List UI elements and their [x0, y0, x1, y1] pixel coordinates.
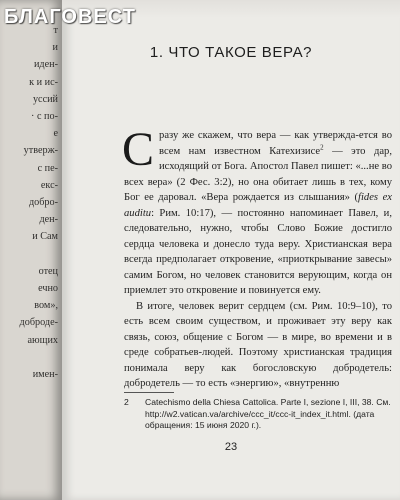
previous-page-line: вом», — [34, 300, 58, 312]
previous-page-line: ающих — [27, 334, 58, 346]
footnote — [124, 397, 396, 432]
previous-page-line: доброде- — [19, 317, 58, 329]
footnote-number: 2 — [124, 397, 129, 407]
previous-page-line: ден- — [39, 214, 58, 226]
previous-page-text — [0, 22, 62, 383]
footnote-reference: 2 — [320, 142, 324, 151]
previous-page-line — [0, 246, 62, 263]
previous-page-line: т — [53, 25, 58, 36]
previous-page-line: и Сам — [32, 231, 58, 243]
footnote-text: Catechismo della Chiesa Cattolica. Parte I, sezione I, III, 38. См. http://w2.vatican.va/archive/ccc_it/ccc-it_index_it.html. (дата обращения: 15 июня 2020 г.). — [145, 397, 391, 431]
paragraph-1 — [122, 123, 392, 299]
chapter-title: 1. ЧТО ТАКОЕ ВЕРА? — [149, 44, 313, 61]
previous-page-line — [0, 349, 62, 366]
paragraph-2: В итоге, человек верит сердцем (см. Рим. 10:9–10), то есть всем своим существом, и проживает эту веру как связь, союз, общение с Богом — в мире, во времени и в среде собратьев-людей. Поэтому христианская традиция понимала веру как богословскую добродетель: добродетель — то есть «энергию», «внутренню — [124, 300, 392, 389]
body-text — [122, 123, 392, 392]
previous-page-line: уссий — [32, 93, 58, 105]
book-page — [62, 0, 400, 500]
previous-page-line: отец — [38, 265, 58, 277]
previous-page-line: е — [53, 128, 58, 140]
previous-page-line: к и ис- — [29, 76, 58, 88]
previous-page-line: с пе- — [37, 162, 58, 174]
previous-page-line: иден- — [33, 59, 58, 71]
latin-phrase: fides ex auditu — [124, 192, 392, 219]
paragraph-1-text-b: — это дар, исходящий от Бога. Апостол Павел пишет: «...не во всех вера» (2 Фес. 3:2), но она обитает лишь в тех, кому Бог ее даровал. «Вера рождается из слышания» ( — [124, 145, 392, 203]
previous-page-line: ечно — [38, 283, 58, 295]
page-number: 23 — [224, 441, 238, 453]
paragraph-1-text-a: разу же скажем, что вера — как утвержда-ется во всем нам известном Катехизисе — [159, 130, 392, 157]
previous-page-line: и — [52, 42, 58, 54]
previous-page-line: · с по- — [31, 111, 58, 123]
watermark-logo: БЛАГОВЕСТ — [4, 6, 136, 28]
previous-page-line: имен- — [32, 369, 58, 381]
paragraph-1-text-c: : Рим. 10:17), — постоянно напоминает Павел, и, следовательно, нужно, чтобы Слово Божие достигло сердца человека и донесло туда веру. Христианская вера всегда предполагает откровение, «приоткрывание завесы» самим Богом, но человек становится верующим, когда он приемлет это откровение и повинуется ему. — [124, 207, 392, 296]
footnote-divider — [124, 392, 174, 393]
previous-page-line: екс- — [40, 179, 58, 191]
previous-page-edge — [0, 0, 62, 500]
previous-page-line: добро- — [28, 197, 58, 209]
previous-page-line: утверж- — [23, 145, 58, 157]
drop-cap: С — [122, 123, 155, 176]
